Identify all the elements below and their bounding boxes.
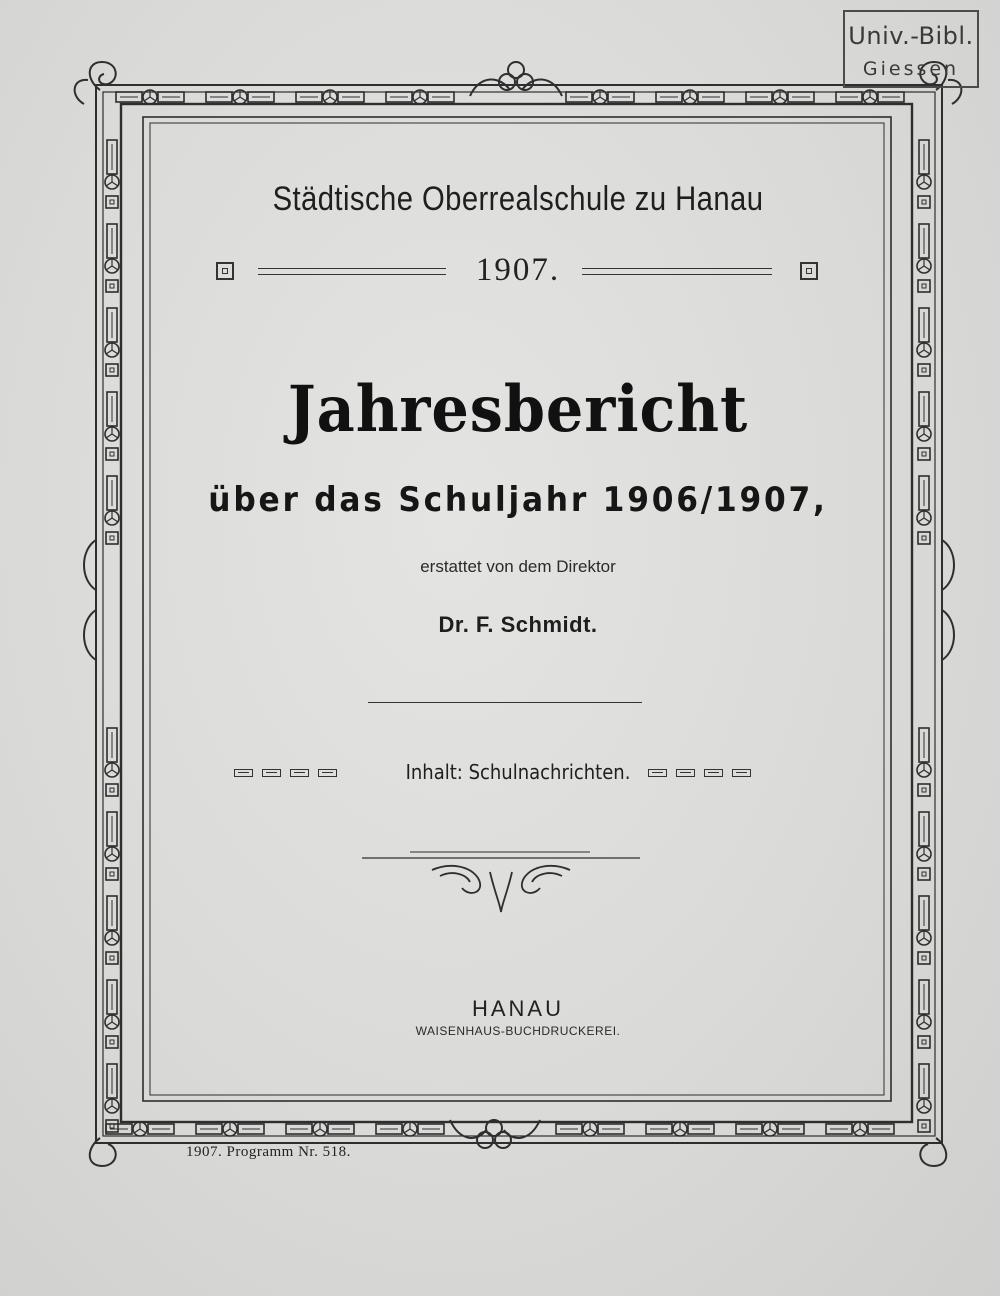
contents-row [100,760,936,792]
square-motif-inner [110,536,114,540]
report-title: Jahresbericht [287,372,749,447]
square-motif [918,868,930,880]
library-stamp [843,10,979,88]
square-motif-inner [110,200,114,204]
square-motif [106,364,118,376]
square-motif [918,532,930,544]
square-motif-inner [922,200,926,204]
square-motif [918,1120,930,1132]
author-name: Dr. F. Schmidt. [438,612,598,637]
top-center-flourish [470,62,562,96]
submitted-by: erstattet von dem Direktor [420,557,616,576]
square-motif-inner [922,1124,926,1128]
square-motif [106,448,118,460]
square-motif-inner [110,956,114,960]
square-motif [918,952,930,964]
square-motif [106,1120,118,1132]
report-subtitle: über das Schuljahr 1906/1907, [208,480,828,520]
dash-ornament [676,769,695,777]
year: 1907. [475,252,561,288]
square-motif [918,196,930,208]
square-motif [106,952,118,964]
dash-ornament [648,769,667,777]
square-motif-inner [110,368,114,372]
square-motif-inner [922,368,926,372]
square-ornament-right [800,262,818,280]
divider-rule [368,702,642,703]
square-motif-inner [922,536,926,540]
contents-text: Inhalt: Schulnachrichten. [405,760,631,784]
square-motif [918,448,930,460]
center-scroll-ornament [362,852,640,912]
square-motif-inner [922,872,926,876]
square-motif-inner [922,956,926,960]
city: HANAU [471,996,564,1021]
school-name: Städtische Oberrealschule zu Hanau [272,180,764,218]
stamp-line-2: Giessen [862,58,960,80]
square-motif-inner [110,1040,114,1044]
year-row [100,252,936,292]
dash-ornament [732,769,751,777]
dash-ornament [704,769,723,777]
double-rule-right [582,268,772,275]
square-motif [106,868,118,880]
square-motif-inner [110,872,114,876]
program-number: 1907. Programm Nr. 518. [186,1144,351,1160]
square-motif-inner [110,452,114,456]
square-motif [106,532,118,544]
stamp-line-1: Univ.-Bibl. [848,22,974,50]
square-motif-inner [922,452,926,456]
square-motif-inner [922,1040,926,1044]
square-motif [918,364,930,376]
printer: WAISENHAUS-BUCHDRUCKEREI. [415,1024,621,1038]
square-motif [106,196,118,208]
